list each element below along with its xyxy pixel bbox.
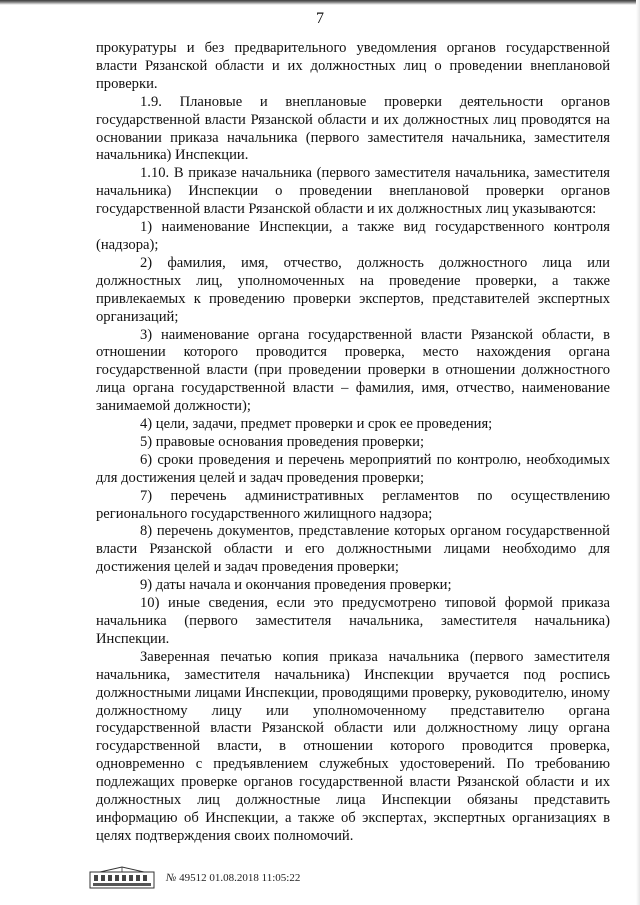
document-footer (88, 866, 408, 892)
list-item-10: 10) иные сведения, если это предусмотрено типовой формой приказа начальника (первого заместителя начальника, заместителя начальника) Инспекции. (96, 595, 610, 647)
document-id: 49512 (179, 872, 207, 884)
document-body (96, 40, 610, 846)
paragraph-1-10: 1.10. В приказе начальника (первого заместителя начальника, заместителя начальника) Инспекции о проведении внеплановой проверки органов государственной власти Рязанской области и их должностных лиц указываются: (96, 165, 610, 218)
list-item-9: 9) даты начала и окончания проведения проверки; (140, 577, 452, 594)
number-sign: № (166, 872, 177, 884)
paragraph-continuation: прокуратуры и без предварительного уведомления органов государственной власти Рязанской области и их должностных лиц о проведении внеплановой проверки. (96, 40, 610, 92)
scan-right-edge (636, 0, 640, 905)
list-item-2: 2) фамилия, имя, отчество, должность должностного лица или должностных лиц, уполномоченных на проведение проверки, а также привлекаемых к проведению проверки экспертов, представителей экспертных организаций; (96, 254, 610, 325)
list-item-3: 3) наименование органа государственной власти Рязанской области, в отношении которого проводится проверка, место нахождения органа государственной власти (при проведении проверки в отношении должностного лица органа государственной власти – фамилия, имя, отчество, наименование занимаемой должности); (96, 326, 610, 415)
list-item-4: 4) цели, задачи, предмет проверки и срок ее проведения; (140, 416, 493, 433)
paragraph-certified-copy: Заверенная печатью копия приказа начальника (первого заместителя начальника, заместителя начальника) Инспекции вручается под роспись должностными лицами Инспекции, проводящими проверку, руководителю, иному должностному лицу или уполномоченному представителю органа государственной власти Рязанской области или должностному лицу органа государственной власти, в отношении которого проводится проверка, одновременно с предъявлением служебных удостоверений. По требованию подлежащих проверке органов государственной власти Рязанской области и их должностных лиц должностные лица Инспекции обязаны представить информацию об Инспекции, а также об экспертах, экспертных организациях в целях подтверждения своих полномочий. (96, 648, 610, 844)
page-number: 7 (316, 10, 324, 27)
paragraph-1-9: 1.9. Плановые и внеплановые проверки деятельности органов государственной власти Рязанской области и их должностных лиц проводятся на основании приказа начальника (первого заместителя начальника, заместителя начальника) Инспекции. (96, 93, 610, 164)
registration-datetime: 01.08.2018 11:05:22 (209, 872, 301, 884)
registration-stamp-text (166, 872, 300, 884)
registration-stamp-icon (88, 866, 156, 890)
list-item-1: 1) наименование Инспекции, а также вид государственного контроля (надзора); (96, 219, 610, 253)
list-item-5: 5) правовые основания проведения проверки; (140, 433, 425, 450)
list-item-8: 8) перечень документов, представление которых органом государственной власти Рязанской области и его должностными лицами необходимо для достижения целей и задач проведения проверки; (96, 523, 610, 576)
scan-top-edge (0, 0, 640, 5)
list-item-6: 6) сроки проведения и перечень мероприятий по контролю, необходимых для достижения целей и задач проведения проверки; (96, 451, 610, 486)
list-item-7: 7) перечень административных регламентов по осуществлению регионального государственного жилищного надзора; (96, 487, 610, 522)
